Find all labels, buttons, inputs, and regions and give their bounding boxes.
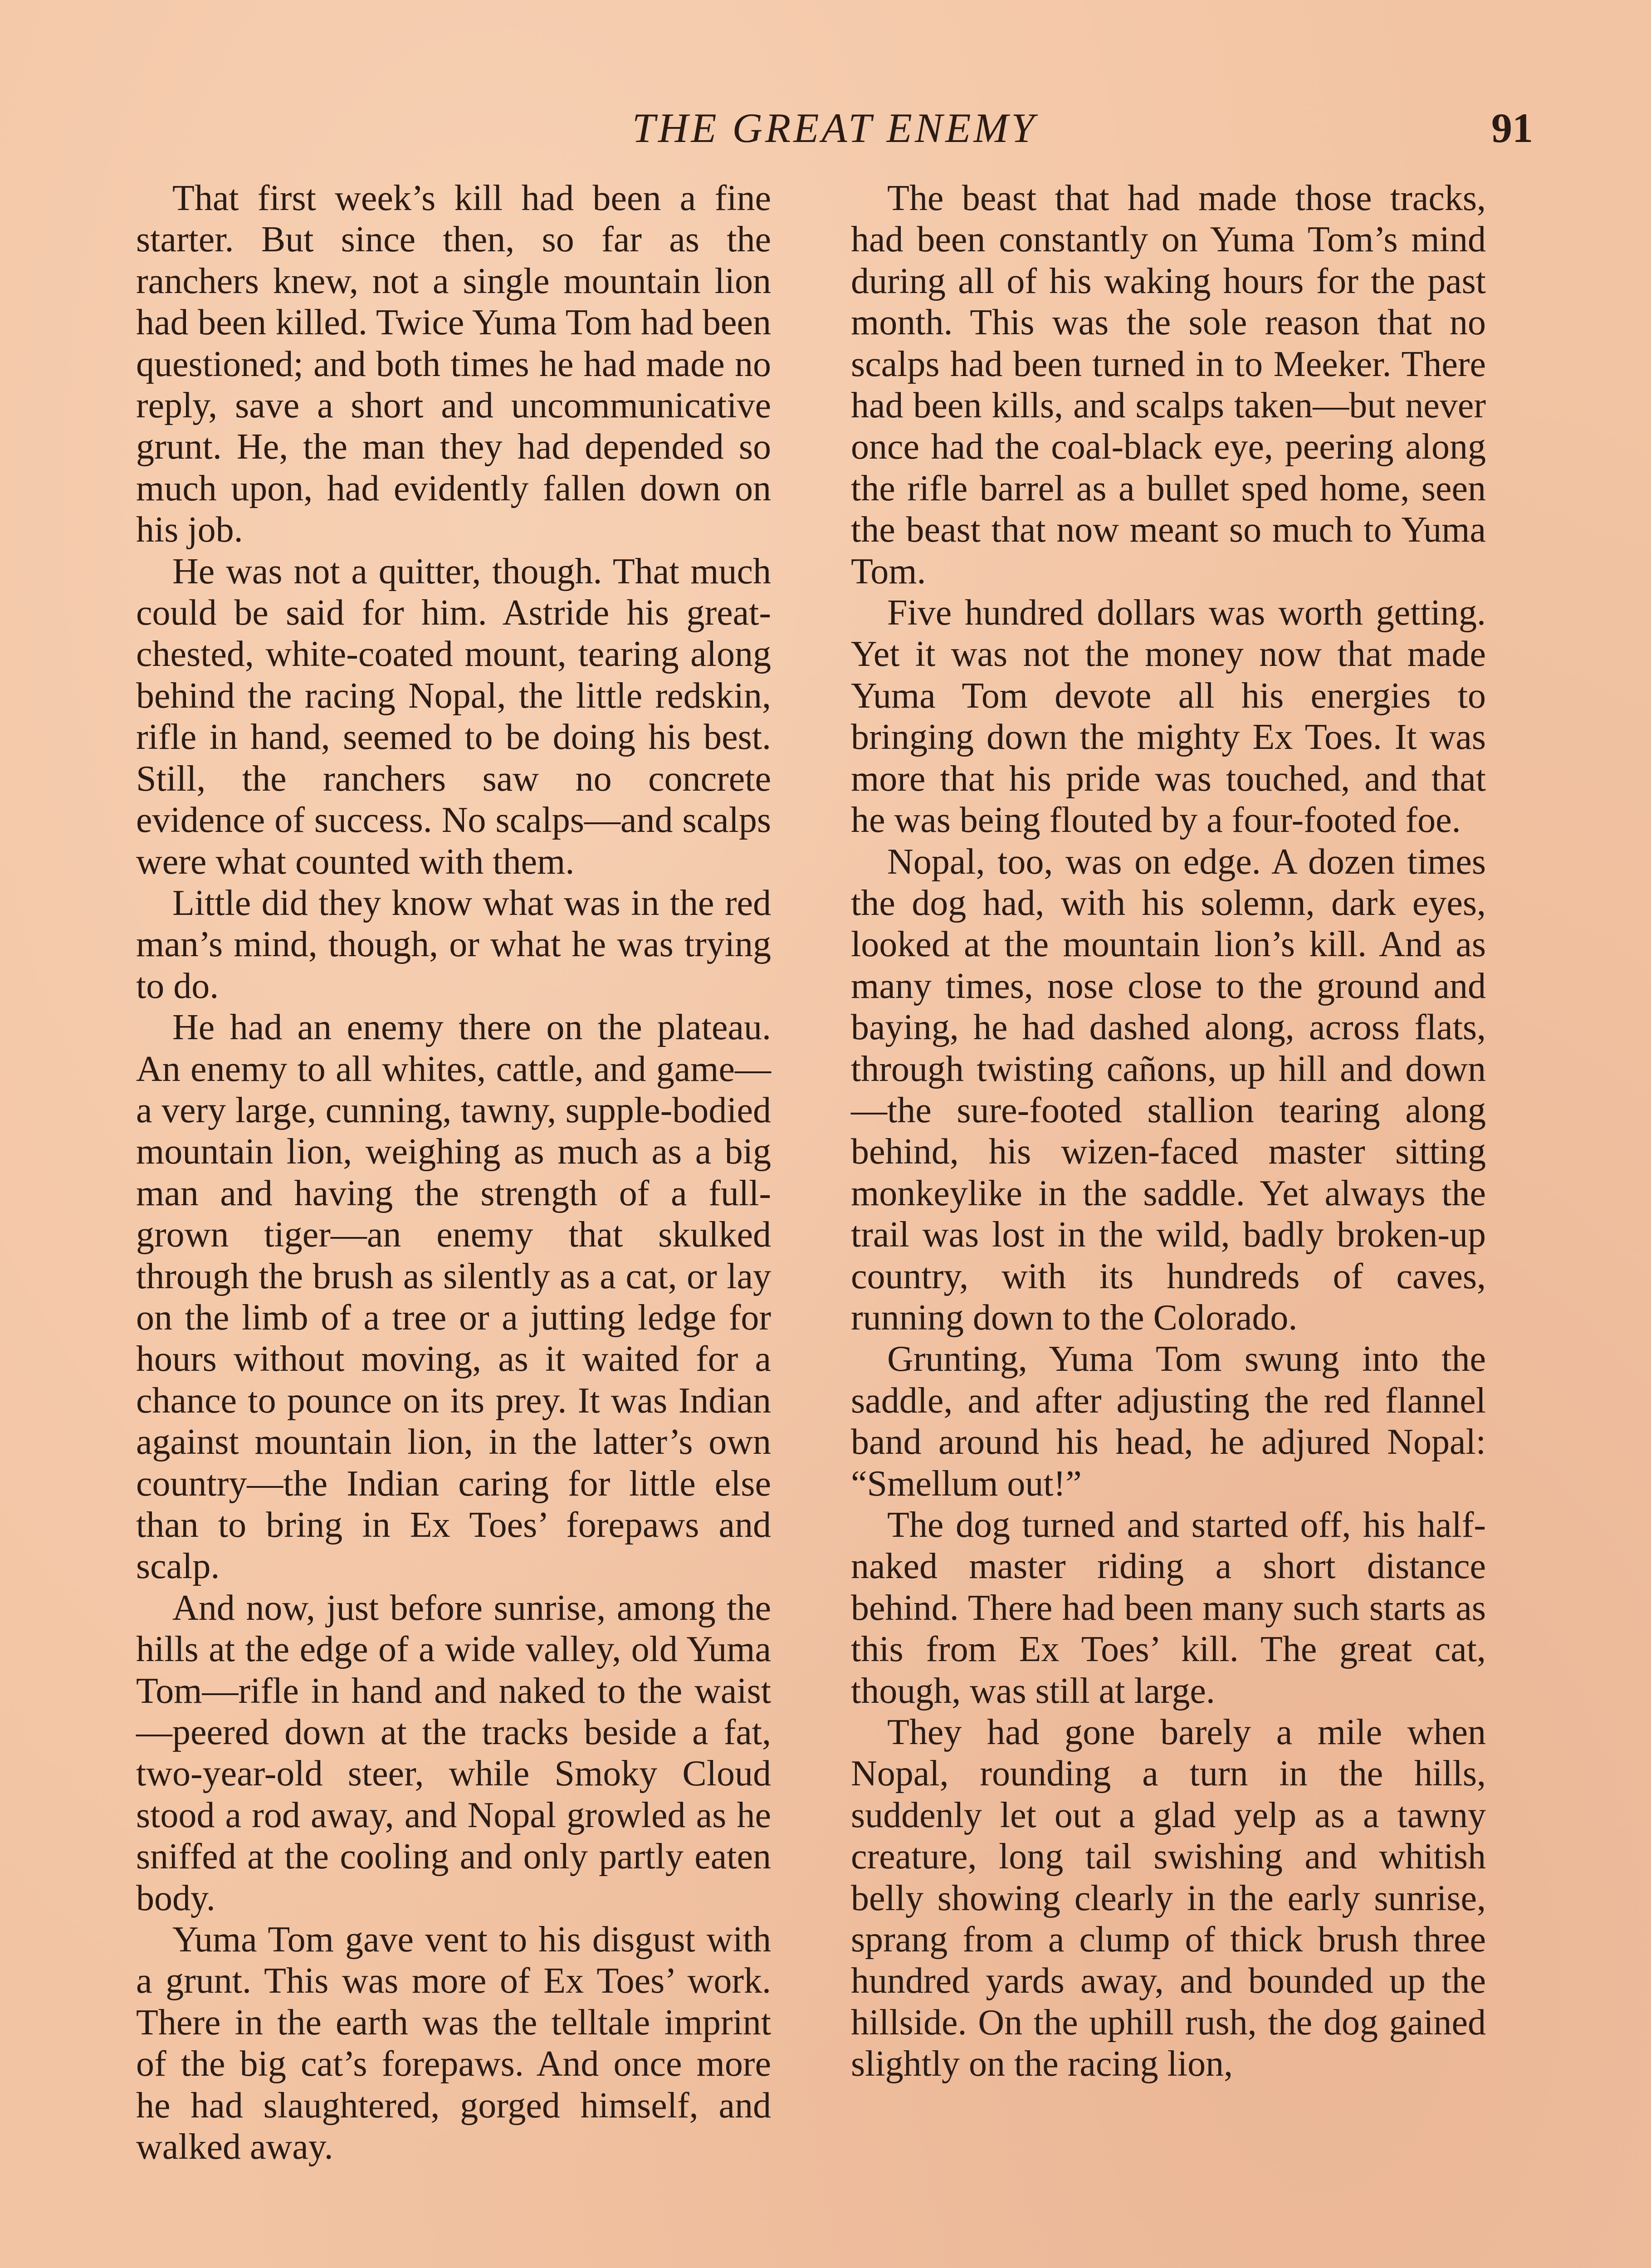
paragraph: The beast that had made those tracks, had been constantly on Yuma Tom’s mind during all of his waking hours for the past month. This was the sole reason that no scalps had been turned in to Meeker. There had been kills, and scalps taken—but never once had the coal-black eye, peering along the rifle barrel as a bullet sped home, seen the beast that now meant so much to Yuma Tom. (851, 178, 1486, 591)
paragraph: Nopal, too, was on edge. A dozen times the dog had, with his solemn, dark eyes, looked at the mountain lion’s kill. And as many times, nose close to the ground and baying, he had dashed along, across flats, through twisting cañons, up hill and down—the sure-footed stallion tearing along behind, his wizen-faced master sitting monkeylike in the saddle. Yet always the trail was lost in the wild, badly broken-up country, with its hundreds of caves, running down to the Colorado. (851, 841, 1486, 1338)
left-column (136, 178, 771, 2168)
paragraph: And now, just before sunrise, among the hills at the edge of a wide valley, old Yuma Tom—rifle in hand and naked to the waist—peered down at the tracks beside a fat, two-year-old steer, while Smoky Cloud stood a rod away, and Nopal growled as he sniffed at the cooling and only partly eaten body. (136, 1588, 771, 1918)
paragraph: Five hundred dollars was worth getting. Yet it was not the money now that made Yuma Tom devote all his energies to bringing down the mighty Ex Toes. It was more that his pride was touched, and that he was being flouted by a four-footed foe. (851, 593, 1486, 841)
paragraph: Yuma Tom gave vent to his disgust with a grunt. This was more of Ex Toes’ work. There in the earth was the telltale imprint of the big cat’s forepaws. And once more he had slaughtered, gorged himself, and walked away. (136, 1920, 771, 2167)
paragraph: That first week’s kill had been a fine starter. But since then, so far as the ranchers knew, not a single mountain lion had been killed. Twice Yuma Tom had been questioned; and both times he had made no reply, save a short and uncommunicative grunt. He, the man they had depended so much upon, had evidently fallen down on his job. (136, 178, 771, 550)
paragraph: Grunting, Yuma Tom swung into the saddle, and after adjusting the red flannel band around his head, he adjured Nopal: “Smellum out!” (851, 1339, 1486, 1504)
page-header (0, 101, 1651, 155)
paragraph: The dog turned and started off, his half-naked master riding a short distance behind. There had been many such starts as this from Ex Toes’ kill. The great cat, though, was still at large. (851, 1505, 1486, 1711)
right-column (851, 178, 1486, 2085)
running-title: THE GREAT ENEMY (632, 105, 1037, 151)
paragraph: He had an enemy there on the plateau. An enemy to all whites, cattle, and game—a very large, cunning, tawny, supple-bodied mountain lion, weighing as much as a big man and having the strength of a full-grown tiger—an enemy that skulked through the brush as silently as a cat, or lay on the limb of a tree or a jutting ledge for hours without moving, as it waited for a chance to pounce on its prey. It was Indian against mountain lion, in the latter’s own country—the Indian caring for little else than to bring in Ex Toes’ forepaws and scalp. (136, 1007, 771, 1587)
paragraph: He was not a quitter, though. That much could be said for him. Astride his great-chested, white-coated mount, tearing along behind the racing Nopal, the little redskin, rifle in hand, seemed to be doing his best. Still, the ranchers saw no concrete evidence of success. No scalps—and scalps were what counted with them. (136, 551, 771, 882)
paragraph: Little did they know what was in the red man’s mind, though, or what he was trying to do. (136, 883, 771, 1006)
paragraph: They had gone barely a mile when Nopal, rounding a turn in the hills, suddenly let out a glad yelp as a tawny creature, long tail swishing and whitish belly showing clearly in the early sunrise, sprang from a clump of thick brush three hundred yards away, and bounded up the hillside. On the uphill rush, the dog gained slightly on the racing lion, (851, 1712, 1486, 2084)
page-number: 91 (1491, 105, 1533, 151)
